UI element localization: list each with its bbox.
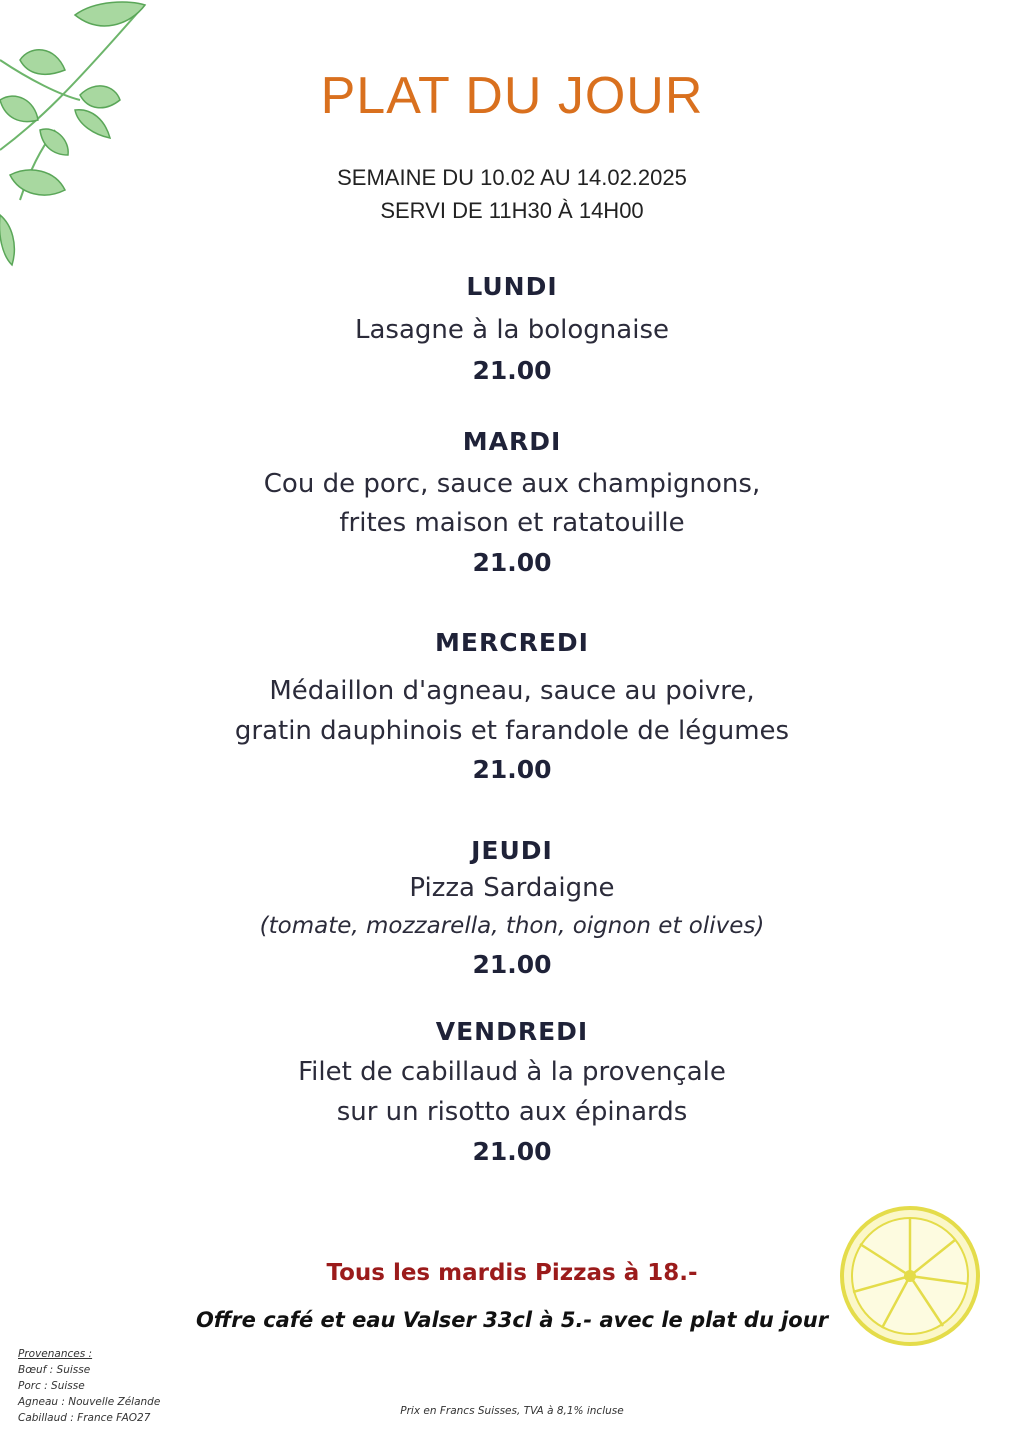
offer-text: Offre café et eau Valser 33cl à 5.- avec le plat du jour bbox=[195, 1308, 829, 1332]
dish-price: 21.00 bbox=[472, 356, 552, 385]
promo-text: Tous les mardis Pizzas à 18.- bbox=[326, 1260, 698, 1286]
provenance-item: Porc : Suisse bbox=[18, 1380, 85, 1392]
provenance-item: Cabillaud : France FAO27 bbox=[18, 1412, 151, 1424]
dish-price: 21.00 bbox=[472, 950, 552, 979]
day-label: MERCREDI bbox=[435, 628, 589, 657]
dish-line: Lasagne à la bolognaise bbox=[355, 315, 669, 345]
week-range: SEMAINE DU 10.02 AU 14.02.2025 bbox=[337, 165, 687, 190]
day-label: MARDI bbox=[462, 427, 562, 456]
provenances-heading: Provenances : bbox=[18, 1348, 93, 1360]
dish-note: (tomate, mozzarella, thon, oignon et olives) bbox=[259, 913, 765, 939]
price-footnote: Prix en Francs Suisses, TVA à 8,1% incluse bbox=[400, 1405, 624, 1417]
dish-line: Cou de porc, sauce aux champignons, bbox=[263, 469, 761, 499]
day-label: LUNDI bbox=[466, 272, 558, 301]
dish-line: sur un risotto aux épinards bbox=[336, 1097, 688, 1127]
day-label: JEUDI bbox=[471, 836, 553, 865]
page-title: PLAT DU JOUR bbox=[320, 67, 704, 125]
dish-price: 21.00 bbox=[472, 755, 552, 784]
dish-price: 21.00 bbox=[472, 1137, 552, 1166]
provenance-item: Bœuf : Suisse bbox=[18, 1364, 91, 1376]
dish-line: frites maison et ratatouille bbox=[339, 508, 685, 538]
dish-price: 21.00 bbox=[472, 548, 552, 577]
day-label: VENDREDI bbox=[435, 1017, 589, 1046]
dish-line: Filet de cabillaud à la provençale bbox=[298, 1057, 726, 1087]
dish-line: gratin dauphinois et farandole de légumes bbox=[234, 716, 790, 746]
dish-line: Pizza Sardaigne bbox=[409, 873, 615, 903]
leaf-branch-icon bbox=[0, 0, 160, 270]
service-hours: SERVI DE 11H30 À 14H00 bbox=[380, 198, 644, 223]
provenance-item: Agneau : Nouvelle Zélande bbox=[18, 1396, 161, 1408]
dish-line: Médaillon d'agneau, sauce au poivre, bbox=[269, 676, 755, 706]
